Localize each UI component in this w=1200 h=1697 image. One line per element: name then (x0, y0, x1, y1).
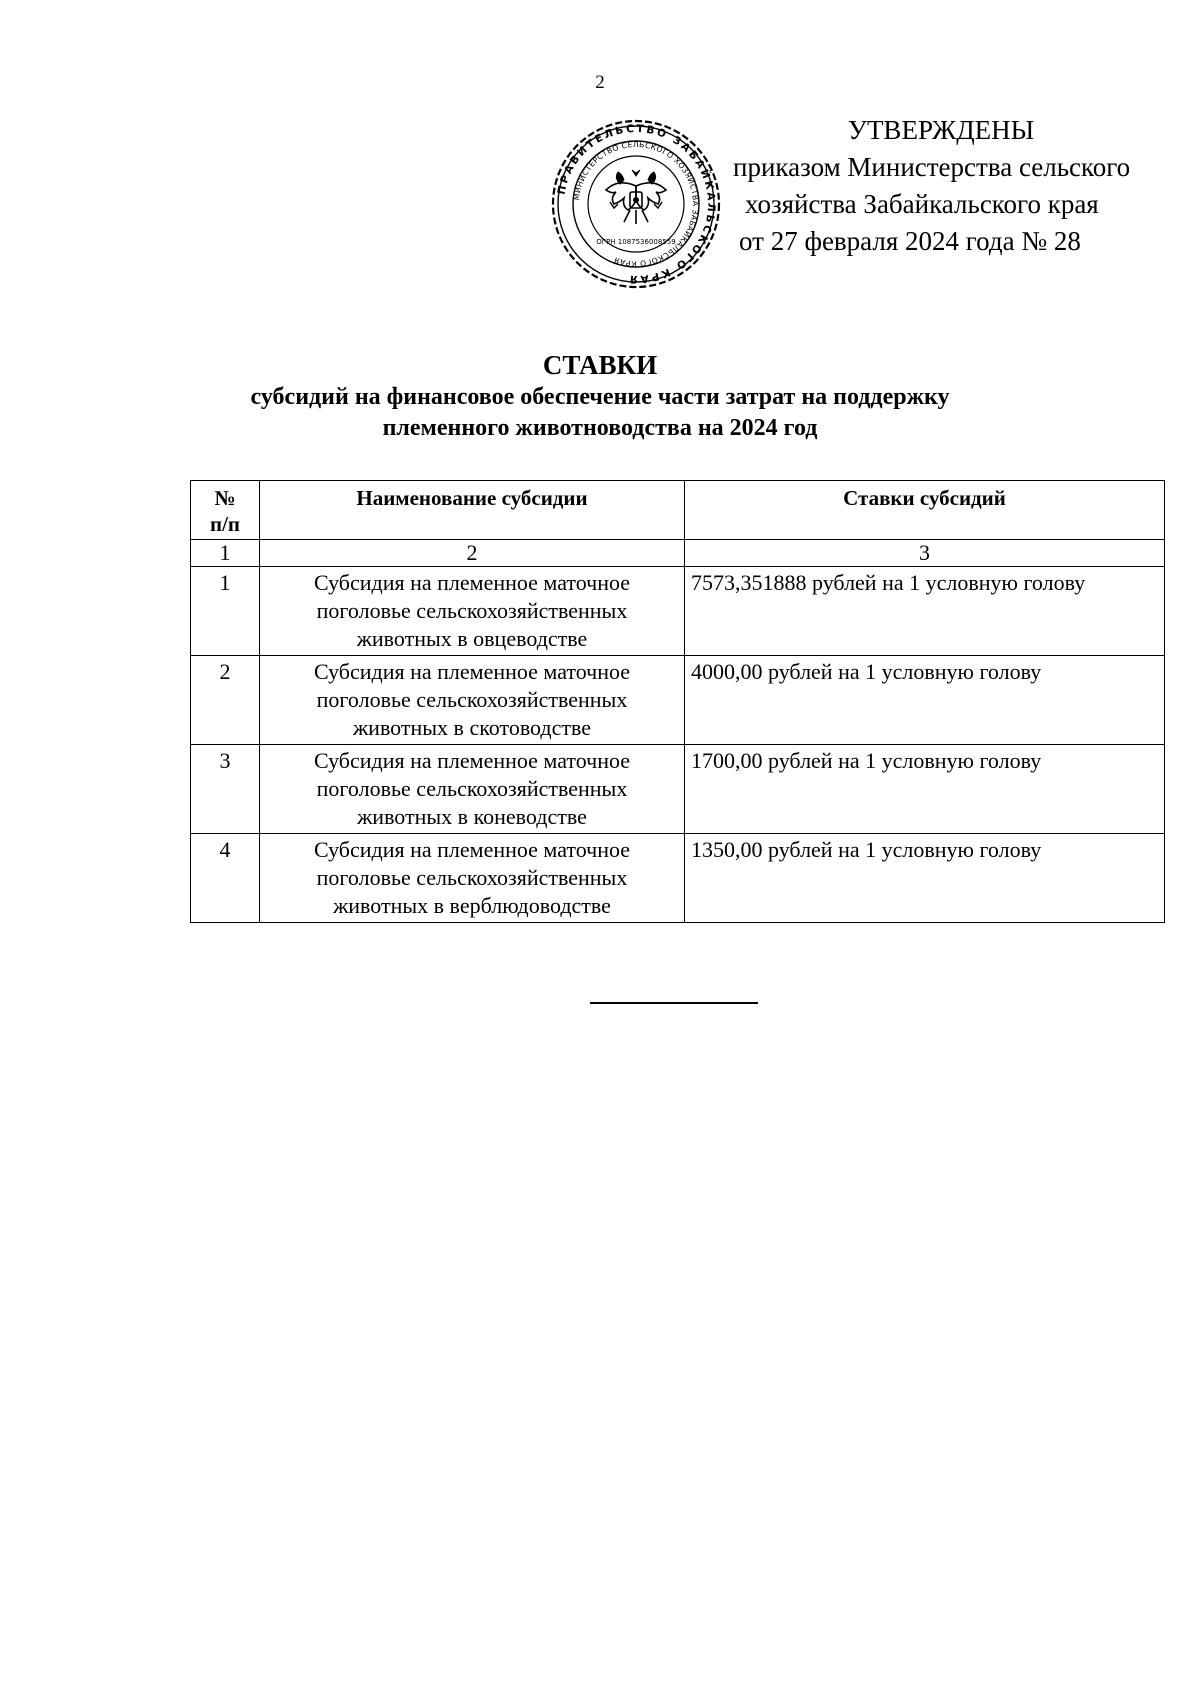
official-stamp-icon (550, 118, 722, 290)
stamp-ogrn: ОГРН 1087536008559 (596, 238, 676, 246)
approval-line-1: приказом Министерства сельского (733, 152, 1131, 182)
column-number: 1 (191, 540, 260, 567)
document-title (0, 348, 1200, 444)
subsidy-name-line: Субсидия на племенное маточное (313, 570, 631, 595)
subsidy-name-line: животных в овцеводстве (356, 626, 588, 651)
subsidy-name (260, 745, 685, 834)
document-heading: СТАВКИ (542, 350, 658, 380)
approval-title: УТВЕРЖДЕНЫ (847, 115, 1035, 145)
table-header-row (191, 481, 1165, 540)
table-row (191, 567, 1165, 656)
subsidy-name-line: Субсидия на племенное маточное (313, 659, 631, 684)
row-number: 4 (191, 834, 260, 923)
header-number-symbol: № (214, 486, 236, 510)
header-subsidy-name: Наименование субсидии (260, 481, 685, 540)
subsidy-rates-table (190, 480, 1165, 923)
subsidy-name-line: животных в верблюдоводстве (333, 893, 611, 918)
double-headed-eagle-icon (606, 170, 666, 224)
subsidy-name-line: поголовье сельскохозяйственных (316, 865, 628, 890)
subsidy-name (260, 656, 685, 745)
column-number: 2 (260, 540, 685, 567)
row-number: 2 (191, 656, 260, 745)
subsidy-rate: 4000,00 рублей на 1 условную голову (685, 656, 1165, 745)
subsidy-name-line: поголовье сельскохозяйственных (316, 776, 628, 801)
approval-line-3: от 27 февраля 2024 года № 28 (739, 226, 1081, 256)
approval-block (725, 112, 1135, 260)
header-subsidy-rate: Ставки субсидий (685, 481, 1165, 540)
subsidy-name-line: поголовье сельскохозяйственных (316, 598, 628, 623)
table-row (191, 834, 1165, 923)
subsidy-name-line: животных в коневодстве (357, 804, 587, 829)
subsidy-rate: 1700,00 рублей на 1 условную голову (685, 745, 1165, 834)
subsidy-rate: 7573,351888 рублей на 1 условную голову (685, 567, 1165, 656)
subsidy-name (260, 834, 685, 923)
end-of-document-rule (590, 1002, 758, 1004)
column-numbers-row (191, 540, 1165, 567)
subsidy-rate: 1350,00 рублей на 1 условную голову (685, 834, 1165, 923)
approval-line-2: хозяйства Забайкальского края (745, 189, 1099, 219)
document-subtitle-line-1: субсидий на финансовое обеспечение части затрат на поддержку (250, 384, 950, 410)
stamp-outer-text: ПРАВИТЕЛЬСТВО ЗАБАЙКАЛЬСКОГО КРАЯ (555, 122, 718, 286)
table-row (191, 656, 1165, 745)
subsidy-name-line: Субсидия на племенное маточное (313, 748, 631, 773)
page-number: 2 (595, 72, 605, 93)
subsidy-name-line: поголовье сельскохозяйственных (316, 687, 628, 712)
column-number: 3 (685, 540, 1165, 567)
subsidy-name-line: Субсидия на племенное маточное (313, 837, 631, 862)
subsidy-name (260, 567, 685, 656)
header-number (191, 481, 260, 540)
document-subtitle-line-2: племенного животноводства на 2024 год (382, 415, 818, 441)
row-number: 1 (191, 567, 260, 656)
subsidy-name-line: животных в скотоводстве (352, 715, 592, 740)
table-row (191, 745, 1165, 834)
row-number: 3 (191, 745, 260, 834)
header-number-abbr: п/п (209, 512, 241, 536)
stamp-inner-text: МИНИСТЕРСТВО СЕЛЬСКОГО ХОЗЯЙСТВА ЗАБАЙКАЛЬСКОГО КРАЯ (572, 139, 701, 269)
